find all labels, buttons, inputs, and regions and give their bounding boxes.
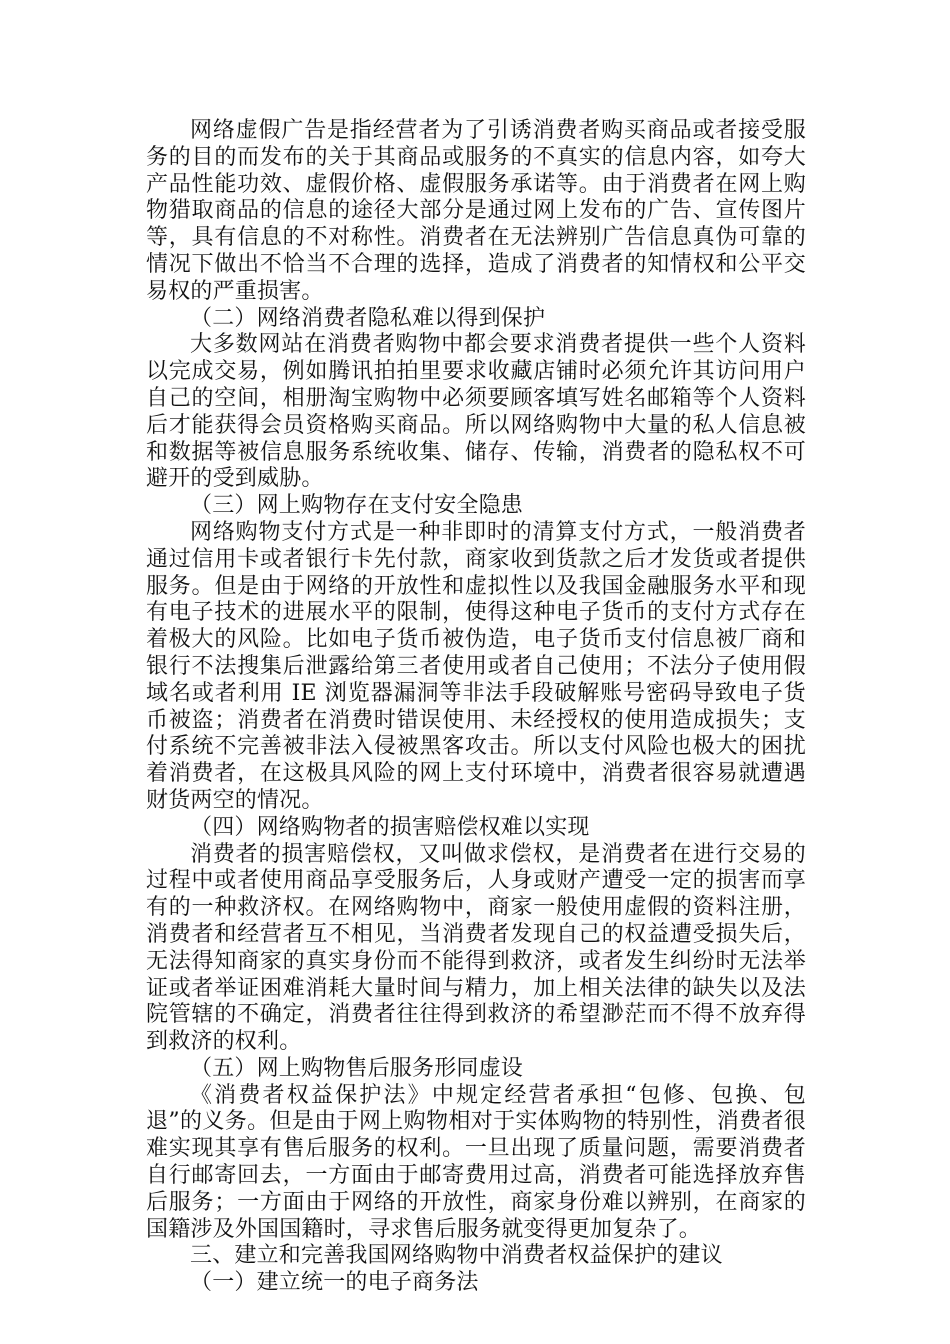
paragraph-false-advertising: 网络虚假广告是指经营者为了引诱消费者购买商品或者接受服务的目的而发布的关于其商品或服务的不真实的信息内容，如夸大产品性能功效、虚假价格、虚假服务承诺等。由于消费者在网上购物猎取商品的信息的途径大部分是通过网上发布的广告、宣传图片等，具有信息的不对称性。消费者在无法辨别广告信息真伪可靠的情况下做出不恰当不合理的选择，造成了消费者的知情权和公平交易权的严重损害。	[146, 118, 806, 304]
section-heading-after-sales: （五）网上购物售后服务形同虚设	[190, 1055, 524, 1081]
paragraph-after-sales: 《消费者权益保护法》中规定经营者承担“包修、包换、包退”的义务。但是由于网上购物相对于实体购物的特别性，消费者很难实现其享有售后服务的权利。一旦出现了质量问题，需要消费者自行邮寄回去，一方面由于邮寄费用过高，消费者可能选择放弃售后服务；一方面由于网络的开放性，商家身份难以辨别，在商家的国籍涉及外国国籍时，寻求售后服务就变得更加复杂了。	[146, 1082, 806, 1242]
paragraph-privacy: 大多数网站在消费者购物中都会要求消费者提供一些个人资料以完成交易，例如腾讯拍拍里要求收藏店铺时必须允许其访问用户自己的空间，相册淘宝购物中必须要顾客填写姓名邮箱等个人资料后才能获得会员资格购买商品。所以网络购物中大量的私人信息被和数据等被信息服务系统收集、储存、传输，消费者的隐私权不可避开的受到威胁。	[146, 332, 806, 492]
section-heading-compensation: （四）网络购物者的损害赔偿权难以实现	[190, 814, 590, 840]
document-page	[146, 118, 806, 1297]
section-heading-ecommerce-law: （一）建立统一的电子商务法	[190, 1270, 479, 1296]
section-heading-privacy: （二）网络消费者隐私难以得到保护	[190, 305, 546, 331]
paragraph-payment-security: 网络购物支付方式是一种非即时的清算支付方式，一般消费者通过信用卡或者银行卡先付款，商家收到货款之后才发货或者提供服务。但是由于网络的开放性和虚拟性以及我国金融服务水平和现有电子技术的进展水平的限制，使得这种电子货币的支付方式存在着极大的风险。比如电子货币被伪造，电子货币支付信息被厂商和银行不法搜集后泄露给第三者使用或者自己使用；不法分子使用假域名或者利用 IE 浏览器漏洞等非法手段破解账号密码导致电子货币被盗；消费者在消费时错误使用、未经授权的使用造成损失；支付系统不完善被非法入侵被黑客攻击。所以支付风险也极大的困扰着消费者，在这极具风险的网上支付环境中，消费者很容易就遭遇财货两空的情况。	[146, 519, 806, 813]
section-heading-payment-security: （三）网上购物存在支付安全隐患	[190, 493, 524, 519]
chapter-heading-suggestions: 三、建立和完善我国网络购物中消费者权益保护的建议	[190, 1243, 723, 1269]
paragraph-compensation: 消费者的损害赔偿权，又叫做求偿权，是消费者在进行交易的过程中或者使用商品享受服务后，人身或财产遭受一定的损害而享有的一种救济权。在网络购物中，商家一般使用虚假的资料注册，消费者和经营者互不相见，当消费者发现自己的权益遭受损失后，无法得知商家的真实身份而不能得到救济，或者发生纠纷时无法举证或者举证困难消耗大量时间与精力，加上相关法律的缺失以及法院管辖的不确定，消费者往往得到救济的希望渺茫而不得不放弃得到救济的权利。	[146, 841, 806, 1055]
